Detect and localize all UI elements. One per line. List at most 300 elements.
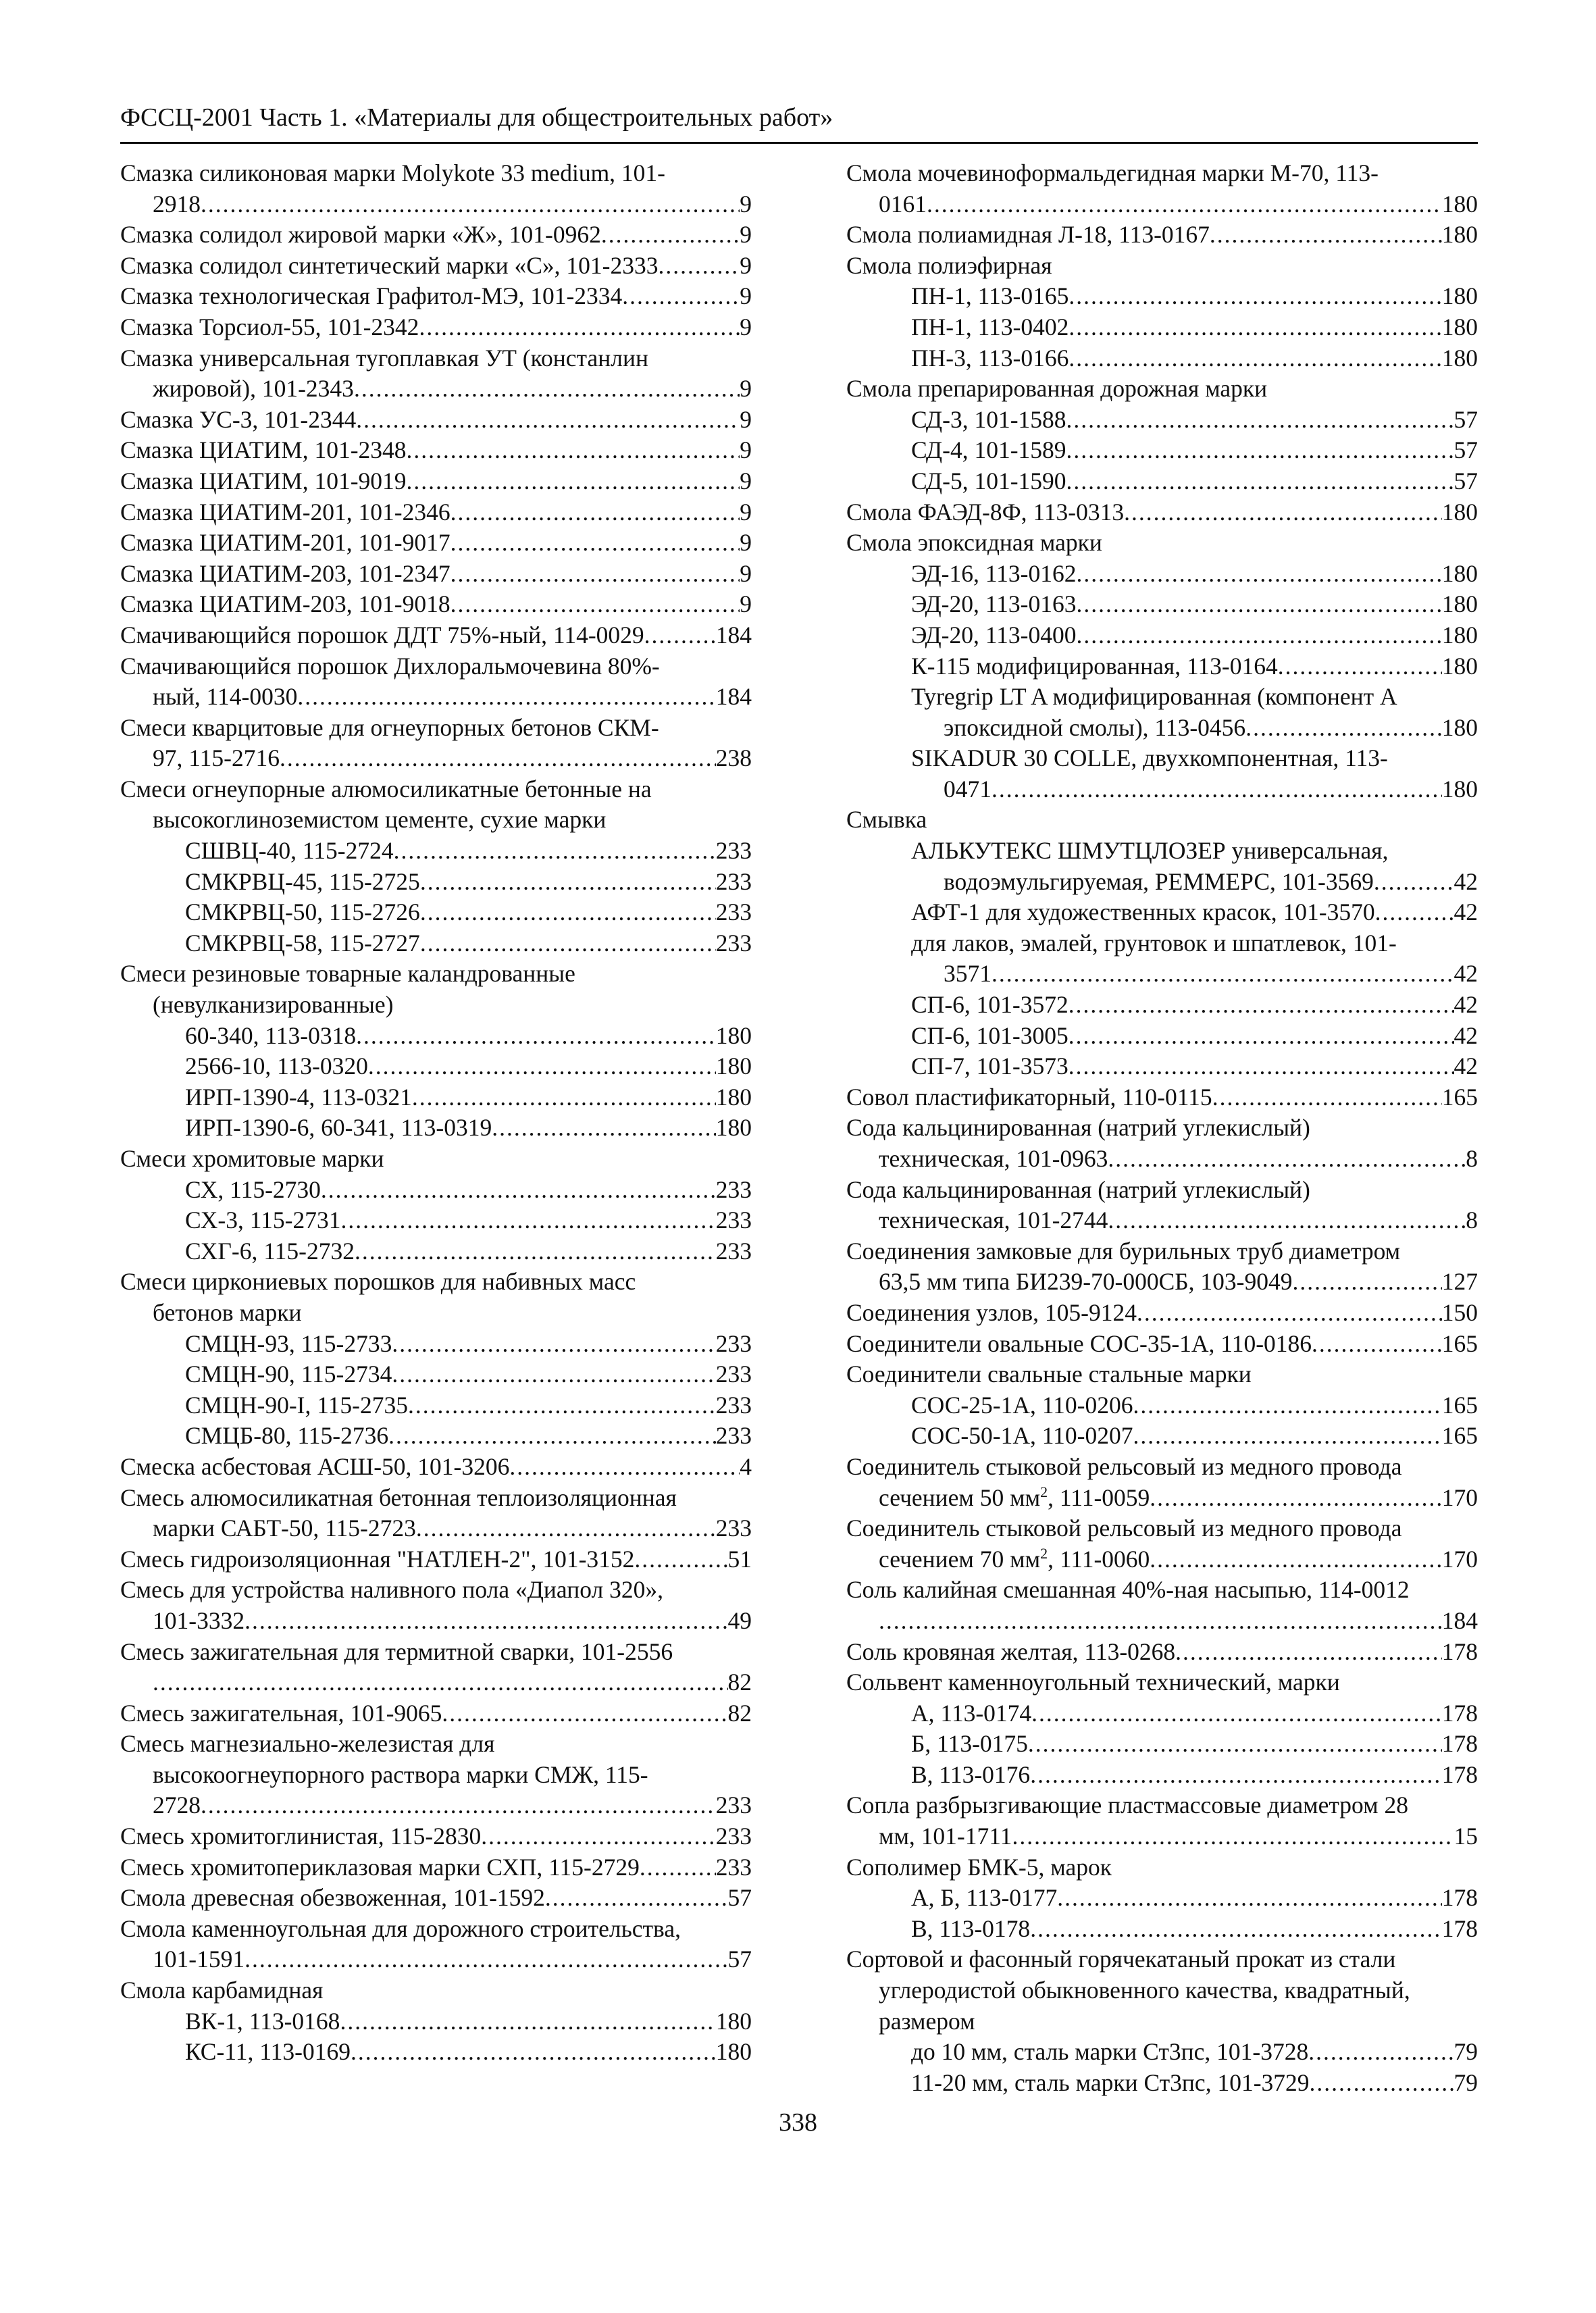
entry-text: ИРП-1390-4, 113-0321: [185, 1083, 412, 1111]
index-entry: [120, 774, 752, 836]
entry-text: 63,5 мм типа БИ239-70-000СБ, 103-9049: [879, 1268, 1293, 1296]
index-entry: [120, 897, 752, 928]
entry-text: АЛЬКУТЕКС ШМУТЦЛОЗЕР универсальная,: [911, 837, 1389, 865]
dot-leader: [351, 2037, 716, 2068]
entry-text: СМКРВЦ-50, 115-2726: [185, 898, 420, 926]
dot-leader: [392, 1359, 715, 1390]
index-entry: [846, 343, 1478, 374]
entry-page-number: 4: [740, 1452, 752, 1480]
entry-text: АФТ-1 для художественных красок, 101-3570: [911, 898, 1375, 926]
dot-leader: [1210, 220, 1442, 251]
entry-page-number: 178: [1441, 1699, 1478, 1727]
dot-leader: [1374, 867, 1454, 898]
entry-page-number: 233: [715, 1206, 752, 1234]
entry-page-number: 233: [715, 1791, 752, 1819]
index-entry: [846, 620, 1478, 651]
entry-page-number: 180: [1441, 498, 1478, 526]
index-entry: [120, 713, 752, 774]
entry-text: Смачивающийся порошок Дихлоральмочевина 80%-: [120, 652, 660, 680]
entry-text: В, 113-0178: [911, 1914, 1031, 1942]
entry-page-number: 9: [740, 529, 752, 557]
entry-page-number: 233: [715, 837, 752, 865]
index-entry: [846, 1051, 1478, 1082]
index-entry: [846, 374, 1478, 405]
dot-leader: [451, 497, 740, 528]
dot-leader: [879, 1606, 1442, 1637]
index-entry: [120, 1637, 752, 1698]
entry-text: техническая, 101-2744: [879, 1206, 1108, 1234]
entry-text: SIKADUR 30 COLLE, двухкомпонентная, 113-: [911, 744, 1388, 772]
entry-text: жировой), 101-2343: [153, 375, 354, 403]
entry-text: 101-1591: [153, 1946, 245, 1973]
dot-leader: [244, 1606, 727, 1637]
entry-page-number: 57: [1453, 405, 1478, 433]
entry-page-number: 42: [1453, 991, 1478, 1019]
index-entry: [846, 1698, 1478, 1729]
entry-page-number: 57: [727, 1946, 752, 1973]
entry-text: Смесь гидроизоляционная "НАТЛЕН-2", 101-3152: [120, 1545, 635, 1573]
entry-text: 2728: [153, 1791, 201, 1819]
entry-text: Смеска асбестовая АСШ-50, 101-3206: [120, 1452, 510, 1480]
dot-leader: [1133, 1390, 1441, 1421]
entry-page-number: 178: [1441, 1730, 1478, 1758]
entry-text: Смеси резиновые товарные каландрованные: [120, 960, 575, 988]
index-entry: [846, 251, 1478, 282]
entry-text: СХ, 115-2730: [185, 1175, 321, 1203]
entry-page-number: 42: [1453, 960, 1478, 988]
entry-page-number: 79: [1453, 2068, 1478, 2096]
entry-text: Смазка универсальная тугоплавкая УТ (констанлин: [120, 344, 648, 372]
dot-leader: [420, 897, 716, 928]
dot-leader: [355, 1236, 716, 1267]
dot-leader: [1124, 497, 1442, 528]
entry-page-number: 127: [1441, 1268, 1478, 1296]
index-entry: [120, 2006, 752, 2037]
index-entry: [120, 158, 752, 220]
dot-leader: [658, 251, 740, 282]
entry-page-number: 180: [715, 2038, 752, 2066]
index-entry: [120, 1144, 752, 1175]
dot-leader: [545, 1883, 728, 1914]
entry-text: Смола каменноугольная для дорожного строительства,: [120, 1914, 681, 1942]
entry-text: Смачивающийся порошок ДДТ 75%-ный, 114-0029: [120, 621, 644, 649]
index-entry: [120, 928, 752, 959]
index-entry: [846, 1113, 1478, 1174]
index-entry: [120, 497, 752, 528]
index-entry: [120, 251, 752, 282]
entry-text: сечением 70 $мм^2$, 111-0060: [879, 1544, 1150, 1573]
dot-leader: [1069, 281, 1441, 312]
index-entry: [120, 1698, 752, 1729]
index-entry: [846, 158, 1478, 220]
entry-page-number: 180: [1441, 344, 1478, 372]
dot-leader: [451, 528, 740, 559]
dot-leader: [340, 2006, 715, 2037]
dot-leader: [644, 620, 716, 651]
dot-leader: [481, 1821, 716, 1852]
entry-text: Смазка солидол синтетический марки «С», 101-2333: [120, 251, 659, 279]
index-entry: [120, 1421, 752, 1452]
index-entry: [120, 1329, 752, 1360]
index-entry: [120, 959, 752, 1020]
index-entry: [846, 1390, 1478, 1421]
entry-page-number: 180: [1441, 775, 1478, 803]
entry-text: СМЦБ-80, 115-2736: [185, 1422, 389, 1450]
index-entry: [120, 836, 752, 867]
dot-leader: [1069, 990, 1454, 1021]
dot-leader: [451, 589, 740, 620]
dot-leader: [992, 774, 1442, 805]
entry-text: Б, 113-0175: [911, 1730, 1028, 1758]
dot-leader: [420, 928, 716, 959]
dot-leader: [388, 1421, 716, 1452]
entry-text: СМЦН-93, 115-2733: [185, 1329, 392, 1357]
entry-text: СМЦН-90-I, 115-2735: [185, 1391, 408, 1419]
entry-text: ИРП-1390-6, 60-341, 113-0319: [185, 1114, 492, 1142]
entry-text: К-115 модифицированная, 113-0164: [911, 652, 1278, 680]
entry-page-number: 180: [1441, 652, 1478, 680]
index-entry: [846, 1513, 1478, 1575]
entry-text: Сода кальцинированная (натрий углекислый): [846, 1175, 1310, 1203]
entry-page-number: 180: [1441, 190, 1478, 218]
entry-page-number: 238: [715, 744, 752, 772]
entry-text: Сольвент каменноугольный технический, марки: [846, 1669, 1340, 1696]
entry-text: Совол пластификаторный, 110-0115: [846, 1083, 1212, 1111]
index-entry: [846, 897, 1478, 928]
entry-page-number: 178: [1441, 1884, 1478, 1912]
dot-leader: [509, 1452, 740, 1483]
index-entry: [846, 497, 1478, 528]
entry-page-number: 57: [1453, 467, 1478, 494]
entry-text: ЭД-16, 113-0162: [911, 559, 1077, 587]
entry-text: сечением 50 $мм^2$, 111-0059: [879, 1483, 1150, 1511]
entry-page-number: 9: [740, 313, 752, 340]
entry-text: 11-20 мм, сталь марки Ст3пс, 101-3729: [911, 2068, 1310, 2096]
index-entry: [846, 1421, 1478, 1452]
index-entry: [846, 1760, 1478, 1791]
index-entry: [120, 1544, 752, 1575]
index-entry: [846, 1236, 1478, 1298]
dot-leader: [201, 1790, 716, 1821]
entry-text: ПН-1, 113-0402: [911, 313, 1069, 340]
index-entry: [846, 589, 1478, 620]
entry-text: мм, 101-1711: [879, 1823, 1012, 1850]
entry-page-number: 82: [727, 1669, 752, 1696]
index-entry: [120, 1267, 752, 1328]
index-entry: [846, 1452, 1478, 1513]
entry-text: Смола полиамидная Л-18, 113-0167: [846, 221, 1210, 249]
dot-leader: [297, 682, 715, 713]
entry-page-number: 57: [1453, 436, 1478, 464]
dot-leader: [1069, 1021, 1454, 1052]
entry-text: Смеси циркониевых порошков для набивных масс: [120, 1268, 636, 1296]
entry-text: 60-340, 113-0318: [185, 1021, 357, 1049]
index-entry: [120, 1914, 752, 1975]
entry-text: Смола полиэфирная: [846, 251, 1052, 279]
dot-leader: [1375, 897, 1454, 928]
entry-text: Смесь магнезиально-железистая для: [120, 1730, 495, 1758]
entry-text: Соединители овальные СОС-35-1А, 110-0186: [846, 1329, 1312, 1357]
dot-leader: [356, 405, 740, 436]
dot-leader: [392, 1329, 715, 1360]
entry-page-number: 165: [1441, 1329, 1478, 1357]
index-entry: [846, 1944, 1478, 2037]
dot-leader: [1137, 1298, 1442, 1329]
entry-page-number: 178: [1441, 1637, 1478, 1665]
entry-page-number: 178: [1441, 1914, 1478, 1942]
index-entry: [120, 1021, 752, 1052]
entry-text: СД-3, 101-1588: [911, 405, 1066, 433]
entry-text: Смола ФАЭД-8Ф, 113-0313: [846, 498, 1125, 526]
dot-leader: [340, 1205, 715, 1236]
entry-page-number: 9: [740, 498, 752, 526]
index-entry: [846, 1667, 1478, 1698]
dot-leader: [420, 867, 716, 898]
entry-text: техническая, 101-0963: [879, 1145, 1108, 1172]
entry-text: СП-6, 101-3005: [911, 1021, 1069, 1049]
dot-leader: [1028, 1729, 1442, 1760]
index-entry: [846, 435, 1478, 466]
dot-leader: [408, 1390, 716, 1421]
index-entry: [120, 867, 752, 898]
entry-page-number: 233: [715, 1391, 752, 1419]
entry-page-number: 233: [715, 1823, 752, 1850]
entry-page-number: 233: [715, 929, 752, 957]
index-entry: [846, 1883, 1478, 1914]
index-entry: [120, 528, 752, 559]
entry-text: Смазка ЦИАТИМ, 101-2348: [120, 436, 407, 464]
dot-leader: [1069, 312, 1441, 343]
index-entry: [846, 682, 1478, 743]
index-entry: [120, 1975, 752, 2006]
index-entry: [120, 651, 752, 713]
entry-page-number: 51: [727, 1545, 752, 1573]
index-entry: [120, 1821, 752, 1852]
entry-text: бетонов марки: [153, 1298, 302, 1326]
dot-leader: [1108, 1205, 1466, 1236]
entry-page-number: 42: [1453, 867, 1478, 895]
index-entry: [120, 435, 752, 466]
dot-leader: [1312, 1329, 1442, 1360]
entry-page-number: 180: [1441, 313, 1478, 340]
entry-text: Смесь для устройства наливного пола «Диапол 320»,: [120, 1576, 663, 1604]
entry-page-number: 233: [715, 1175, 752, 1203]
index-entry: [846, 743, 1478, 805]
entry-text: СД-4, 101-1589: [911, 436, 1066, 464]
index-entry: [120, 1452, 752, 1483]
entry-text: Соединения узлов, 105-9124: [846, 1298, 1137, 1326]
entry-text: ПН-1, 113-0165: [911, 282, 1069, 310]
entry-text: эпоксидной смолы), 113-0456: [944, 713, 1246, 741]
index-entry: [120, 1883, 752, 1914]
entry-page-number: 180: [1441, 590, 1478, 618]
dot-leader: [1245, 713, 1442, 744]
index-entry: [846, 1359, 1478, 1390]
entry-page-number: 180: [1441, 713, 1478, 741]
entry-page-number: 9: [740, 251, 752, 279]
index-entry: [120, 589, 752, 620]
entry-text: СШВЦ-40, 115-2724: [185, 837, 394, 865]
index-entry: [120, 343, 752, 405]
dot-leader: [321, 1175, 716, 1206]
index-entry: [846, 805, 1478, 836]
entry-page-number: 233: [715, 1515, 752, 1542]
index-entry: [846, 1021, 1478, 1052]
dot-leader: [640, 1852, 716, 1883]
index-entry: [846, 651, 1478, 682]
index-entry: [846, 2037, 1478, 2068]
dot-leader: [1175, 1637, 1442, 1668]
index-entry: [846, 1637, 1478, 1668]
entry-text: 3571: [944, 960, 992, 988]
entry-text: ный, 114-0030: [153, 683, 298, 711]
dot-leader: [634, 1544, 727, 1575]
entry-text: высокоогнеупорного раствора марки СМЖ, 115-: [153, 1760, 648, 1788]
entry-page-number: 9: [740, 282, 752, 310]
entry-text: Соединители свальные стальные марки: [846, 1361, 1252, 1388]
entry-page-number: 180: [715, 1021, 752, 1049]
dot-leader: [1108, 1144, 1466, 1175]
index-entry: [120, 1113, 752, 1144]
entry-page-number: 180: [1441, 559, 1478, 587]
dot-leader: [354, 374, 740, 405]
dot-leader: [1278, 651, 1442, 682]
entry-text: Смеси огнеупорные алюмосиликатные бетонные на: [120, 775, 652, 803]
index-entry: [846, 1729, 1478, 1760]
dot-leader: [1057, 1883, 1441, 1914]
entry-text: ПН-3, 113-0166: [911, 344, 1069, 372]
entry-text: КС-11, 113-0169: [185, 2038, 351, 2066]
entry-text: 2918: [153, 190, 201, 218]
dot-leader: [451, 559, 740, 590]
dot-leader: [1012, 1821, 1453, 1852]
entry-page-number: 170: [1441, 1545, 1478, 1573]
entry-text: А, 113-0174: [911, 1699, 1032, 1727]
entry-page-number: 165: [1441, 1422, 1478, 1450]
entry-text: до 10 мм, сталь марки Ст3пс, 101-3728: [911, 2038, 1309, 2066]
entry-page-number: 9: [740, 375, 752, 403]
index-entry: [120, 281, 752, 312]
index-entry: [846, 220, 1478, 251]
entry-page-number: 180: [715, 1052, 752, 1080]
dot-leader: [356, 1021, 716, 1052]
entry-text: Смесь хромитоглинистая, 115-2830: [120, 1823, 482, 1850]
entry-page-number: 42: [1453, 1021, 1478, 1049]
index-entry: [120, 1575, 752, 1636]
entry-page-number: 8: [1466, 1145, 1478, 1172]
dot-leader: [1069, 343, 1441, 374]
index-entry: [846, 1329, 1478, 1360]
index-entry: [846, 836, 1478, 897]
dot-leader: [1066, 466, 1454, 497]
index-entry: [846, 1852, 1478, 1883]
entry-text: Смазка УС-3, 101-2344: [120, 405, 357, 433]
entry-text: Сортовой и фасонный горячекатаный прокат из стали: [846, 1946, 1396, 1973]
entry-text: СП-7, 101-3573: [911, 1052, 1069, 1080]
entry-text: СП-6, 101-3572: [911, 991, 1069, 1019]
entry-text: В, 113-0176: [911, 1760, 1031, 1788]
dot-leader: [1069, 1051, 1454, 1082]
dot-leader: [1133, 1421, 1441, 1452]
entry-page-number: 9: [740, 436, 752, 464]
index-entry: [120, 1175, 752, 1206]
dot-leader: [1030, 1914, 1442, 1945]
entry-text: Смесь хромитопериклазовая марки СХП, 115-2729: [120, 1853, 640, 1881]
entry-text: размером: [879, 2007, 975, 2035]
entry-text: углеродистой обыкновенного качества, квадратный,: [879, 1977, 1410, 2004]
entry-page-number: 9: [740, 467, 752, 494]
entry-text: Смеси хромитовые марки: [120, 1145, 384, 1172]
index-entry: [120, 1852, 752, 1883]
entry-page-number: 9: [740, 190, 752, 218]
entry-page-number: 9: [740, 221, 752, 249]
dot-leader: [153, 1667, 728, 1698]
dot-leader: [244, 1944, 727, 1975]
entry-page-number: 233: [715, 898, 752, 926]
index-entry: [120, 220, 752, 251]
entry-text: Смазка ЦИАТИМ-201, 101-9017: [120, 529, 451, 557]
entry-text: Смазка Торсиол-55, 101-2342: [120, 313, 419, 340]
dot-leader: [1150, 1483, 1441, 1514]
entry-text: Смазка ЦИАТИМ, 101-9019: [120, 467, 407, 494]
dot-leader: [394, 836, 716, 867]
entry-page-number: 180: [715, 2007, 752, 2035]
entry-text: для лаков, эмалей, грунтовок и шпатлевок, 101-: [911, 929, 1397, 957]
index-entry: [846, 405, 1478, 436]
dot-leader: [407, 435, 740, 466]
index-entry: [120, 2037, 752, 2068]
entry-text: ЭД-20, 113-0400: [911, 621, 1077, 649]
entry-page-number: 184: [1441, 1606, 1478, 1634]
index-column-left: [120, 158, 752, 2068]
dot-leader: [1030, 1760, 1442, 1791]
dot-leader: [1066, 405, 1454, 436]
dot-leader: [201, 189, 740, 220]
dot-leader: [412, 1082, 716, 1113]
index-entry: [120, 1051, 752, 1082]
entry-page-number: 184: [715, 621, 752, 649]
dot-leader: [368, 1051, 716, 1082]
entry-page-number: 150: [1441, 1298, 1478, 1326]
entry-page-number: 233: [715, 1237, 752, 1265]
dot-leader: [1212, 1082, 1442, 1113]
entry-page-number: 180: [715, 1083, 752, 1111]
dot-leader: [622, 281, 740, 312]
dot-leader: [601, 220, 740, 251]
entry-text: Сопла разбрызгивающие пластмассовые диаметром 28: [846, 1791, 1408, 1819]
entry-page-number: 233: [715, 1853, 752, 1881]
entry-text: Соединитель стыковой рельсовый из медного провода: [846, 1515, 1402, 1542]
index-entry: [120, 312, 752, 343]
index-entry: [846, 1790, 1478, 1852]
entry-text: Соль кровяная желтая, 113-0268: [846, 1637, 1176, 1665]
entry-text: Смазка ЦИАТИМ-203, 101-2347: [120, 559, 451, 587]
entry-page-number: 15: [1453, 1823, 1478, 1850]
entry-page-number: 49: [727, 1606, 752, 1634]
entry-page-number: 165: [1441, 1083, 1478, 1111]
entry-text: СХГ-6, 115-2732: [185, 1237, 355, 1265]
entry-text: Смеси кварцитовые для огнеупорных бетонов СКМ-: [120, 713, 659, 741]
entry-text: 101-3332: [153, 1606, 245, 1634]
index-entry: [120, 559, 752, 590]
entry-page-number: 180: [1441, 282, 1478, 310]
index-entry: [846, 1298, 1478, 1329]
entry-text: Смазка ЦИАТИМ-203, 101-9018: [120, 590, 451, 618]
entry-page-number: 165: [1441, 1391, 1478, 1419]
entry-text: 0471: [944, 775, 992, 803]
dot-leader: [407, 466, 740, 497]
entry-text: ВК-1, 113-0168: [185, 2007, 340, 2035]
